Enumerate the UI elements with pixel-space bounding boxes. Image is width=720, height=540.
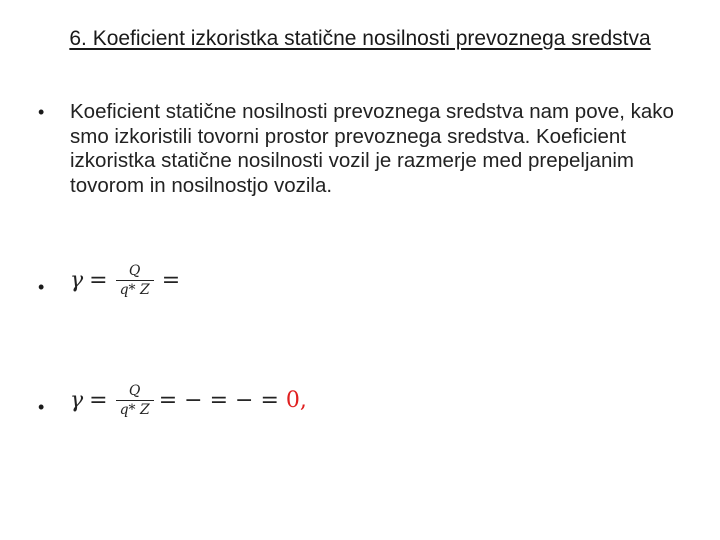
slide-title: 6. Koeficient izkoristka statične nosilnosti prevoznega sredstva bbox=[69, 27, 651, 50]
bullet-marker: • bbox=[38, 277, 45, 297]
formula-gamma: γ bbox=[70, 268, 84, 293]
bullet-marker: • bbox=[38, 102, 45, 122]
formula-equals: = bbox=[89, 388, 108, 413]
formula-equals-chain: = − = − = bbox=[158, 388, 279, 413]
formula-general bbox=[70, 262, 186, 299]
fraction-numerator: Q bbox=[128, 383, 141, 399]
formula-gamma: γ bbox=[70, 388, 84, 413]
formula-result: 0, bbox=[285, 388, 307, 413]
fraction-numerator: Q bbox=[128, 263, 141, 279]
formula-fraction bbox=[116, 262, 154, 299]
bullet-marker: • bbox=[38, 397, 45, 417]
formula-calculation bbox=[70, 382, 307, 419]
formula-trailing-equals: = bbox=[161, 268, 181, 293]
definition-paragraph: Koeficient statične nosilnosti prevoznega sredstva nam pove, kako smo izkoristili tovorni prostor prevoznega sredstva. Koeficient izkoristka statične nosilnosti vozil je razmerje med prepeljanim tovorom in nosilnostjo vozila. bbox=[70, 100, 674, 197]
fraction-denominator: q* Z bbox=[116, 400, 154, 419]
formula-equals: = bbox=[89, 268, 108, 293]
formula-fraction bbox=[116, 382, 154, 419]
fraction-denominator: q* Z bbox=[116, 280, 154, 299]
